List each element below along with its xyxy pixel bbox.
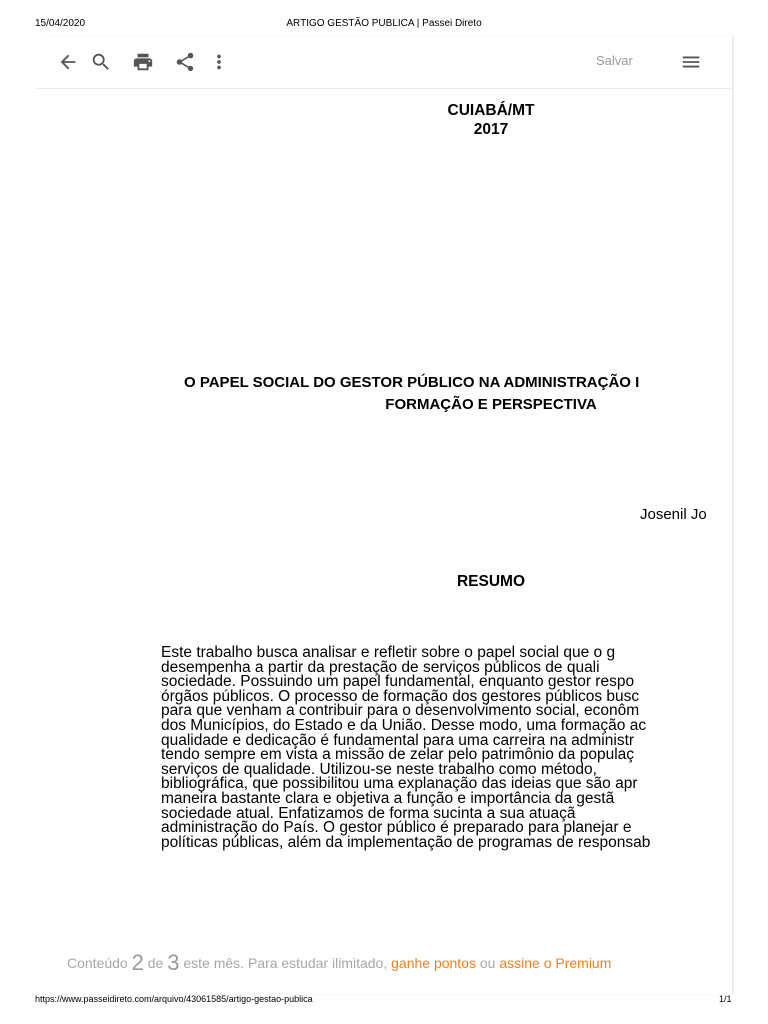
more-vertical-icon bbox=[208, 51, 230, 73]
search-icon bbox=[90, 51, 112, 73]
back-button[interactable] bbox=[55, 49, 81, 75]
abstract-line: dos Municípios, do Estado e da União. Desse modo, uma formação ac bbox=[161, 716, 647, 734]
print-header bbox=[0, 0, 768, 36]
printer-icon bbox=[132, 51, 154, 73]
upsell-of: de bbox=[147, 955, 164, 971]
abstract-line: qualidade e dedicação é fundamental para uma carreira na administr bbox=[161, 731, 635, 749]
upsell-middle: este mês. Para estudar ilimitado, bbox=[183, 955, 388, 971]
content-used-count: 2 bbox=[131, 950, 144, 975]
abstract-body bbox=[161, 646, 732, 850]
abstract-line: bibliográfica, que possibilitou uma explanação das ideias que são apr bbox=[161, 775, 638, 793]
more-options-button[interactable] bbox=[206, 49, 232, 75]
document-viewer bbox=[36, 36, 732, 994]
print-page-title: ARTIGO GESTÃO PUBLICA | Passei Direto bbox=[286, 18, 482, 29]
document-title-line-2: FORMAÇÃO E PERSPECTIVA bbox=[385, 396, 597, 413]
abstract-heading: RESUMO bbox=[456, 573, 526, 590]
share-icon bbox=[174, 51, 196, 73]
document-title-line-1: O PAPEL SOCIAL DO GESTOR PÚBLICO NA ADMINISTRAÇÃO I bbox=[184, 374, 640, 391]
print-date: 15/04/2020 bbox=[35, 18, 86, 29]
share-button[interactable] bbox=[172, 49, 198, 75]
abstract-line: tendo sempre em vista a missão de zelar pelo patrimônio da populaç bbox=[161, 746, 635, 764]
document-year: 2017 bbox=[473, 121, 509, 138]
print-page-number: 1/1 bbox=[719, 994, 732, 1004]
abstract-line: sociedade. Possuindo um papel fundamental, enquanto gestor respo bbox=[161, 673, 635, 691]
viewer-toolbar bbox=[36, 36, 732, 89]
print-footer bbox=[0, 994, 768, 1024]
abstract-line: políticas públicas, além da implementação de programas de responsab bbox=[161, 833, 651, 851]
upsell-banner bbox=[36, 938, 732, 994]
upsell-or: ou bbox=[479, 955, 496, 971]
abstract-line: órgãos públicos. O processo de formação dos gestores públicos busc bbox=[161, 687, 640, 705]
search-button[interactable] bbox=[88, 49, 114, 75]
abstract-line: maneira bastante clara e objetiva a função e importância da gestã bbox=[161, 789, 615, 807]
subscribe-premium-link[interactable]: assine o Premium bbox=[499, 955, 612, 971]
viewer-edge-divider bbox=[732, 36, 734, 994]
abstract-line: administração do País. O gestor público é preparado para planejar e bbox=[161, 819, 632, 837]
document-city: CUIABÁ/MT bbox=[447, 102, 535, 119]
save-button[interactable]: Salvar bbox=[596, 53, 633, 68]
abstract-line: serviços de qualidade. Utilizou-se neste trabalho como método, bbox=[161, 760, 597, 778]
content-total-count: 3 bbox=[167, 950, 180, 975]
document-page bbox=[36, 88, 732, 938]
abstract-line: para que venham a contribuir para o desenvolvimento social, econôm bbox=[161, 702, 640, 720]
document-author: Josenil Jo bbox=[640, 506, 707, 523]
print-url: https://www.passeidireto.com/arquivo/43061585/artigo-gestao-publica bbox=[35, 994, 313, 1004]
right-margin bbox=[732, 36, 768, 994]
abstract-line: sociedade atual. Enfatizamos de forma sucinta a sua atuaçã bbox=[161, 804, 576, 822]
menu-button[interactable] bbox=[678, 49, 704, 75]
upsell-prefix: Conteúdo bbox=[67, 955, 128, 971]
hamburger-menu-icon bbox=[680, 51, 702, 73]
earn-points-link[interactable]: ganhe pontos bbox=[391, 955, 476, 971]
arrow-left-icon bbox=[57, 51, 79, 73]
abstract-line: desempenha a partir da prestação de serviços públicos de quali bbox=[161, 658, 600, 676]
abstract-line: Este trabalho busca analisar e refletir sobre o papel social que o g bbox=[161, 644, 616, 661]
print-button[interactable] bbox=[130, 49, 156, 75]
upsell-text bbox=[67, 950, 611, 976]
